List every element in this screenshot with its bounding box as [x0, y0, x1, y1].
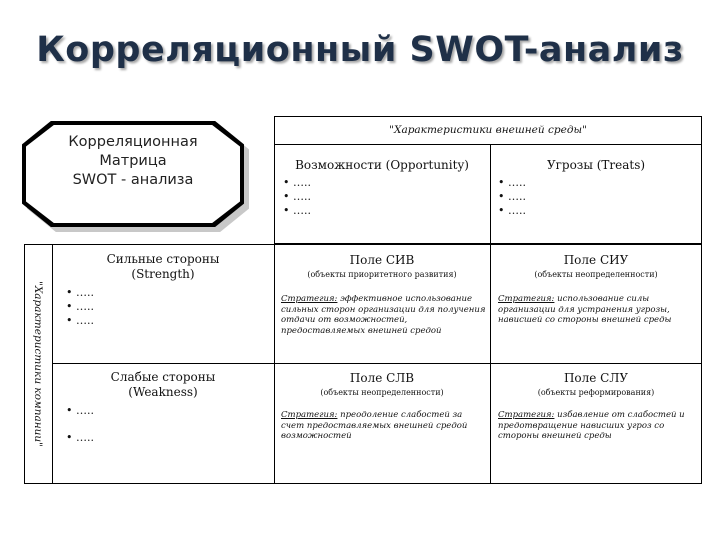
external-header-divider	[274, 144, 702, 145]
internal-header-text: "Характеристики компании"	[32, 280, 44, 448]
strategy-text: эффективное использование сильных сторон организации для получения отдачи от возможностей, предоставляемых внешней средой	[281, 294, 486, 336]
weaknesses-title-line: Слабые стороны	[110, 370, 216, 384]
weaknesses-title-line: (Weakness)	[128, 385, 198, 399]
opportunities-title: Возможности (Opportunity)	[295, 158, 469, 172]
strength-bullet: • …..	[66, 286, 94, 299]
matrix-label-line: SWOT - анализа	[72, 172, 194, 188]
threat-bullet: • …..	[498, 176, 526, 189]
field-slu-title: Поле СЛУ	[563, 371, 629, 385]
field-siv-title: Поле СИВ	[349, 253, 415, 267]
weakness-bullet: • …..	[66, 404, 94, 417]
field-slu-subtitle: (объекты реформирования)	[537, 388, 655, 397]
matrix-label	[26, 133, 240, 190]
field-slv-strategy	[281, 410, 486, 442]
matrix-label-line: Матрица	[99, 153, 167, 169]
strategy-text: избавление от слабостей и предотвращение нависших угроз со стороны внешней среды	[498, 410, 685, 441]
field-siv-subtitle: (объекты приоритетного развития)	[307, 270, 457, 279]
strength-bullet: • …..	[66, 314, 94, 327]
opportunity-bullet: • …..	[283, 190, 311, 203]
threat-bullet: • …..	[498, 204, 526, 217]
internal-header	[24, 244, 52, 484]
weaknesses-title	[52, 370, 274, 400]
strategy-text: преодоление слабостей за счет предоставляемых внешней средой возможностей	[281, 410, 468, 441]
strength-bullet: • …..	[66, 300, 94, 313]
strengths-title-line: (Strength)	[131, 267, 195, 281]
weakness-bullet: • …..	[66, 431, 94, 444]
field-slu-strategy	[498, 410, 698, 442]
strengths-title-line: Сильные стороны	[106, 252, 220, 266]
strengths-title	[52, 252, 274, 282]
page-title: Корреляционный SWOT-анализ	[36, 30, 684, 70]
strength-weakness-divider	[52, 363, 702, 364]
field-slv-subtitle: (объекты неопределенности)	[320, 388, 444, 397]
external-header: "Характеристики внешней среды"	[389, 124, 587, 136]
strategy-label: Стратегия:	[498, 410, 555, 420]
characteristics-divider	[274, 244, 275, 484]
field-siv-strategy	[281, 294, 486, 336]
opportunity-bullet: • …..	[283, 204, 311, 217]
field-slv-title: Поле СЛВ	[349, 371, 415, 385]
field-siu-strategy	[498, 294, 698, 326]
threats-title: Угрозы (Treats)	[546, 158, 646, 172]
matrix-label-line: Корреляционная	[68, 134, 198, 150]
strategy-label: Стратегия:	[498, 294, 555, 304]
opportunity-bullet: • …..	[283, 176, 311, 189]
strategy-label: Стратегия:	[281, 410, 338, 420]
strategy-label: Стратегия:	[281, 294, 338, 304]
strategy-text: использование силы организации для устранения угрозы, нависшей со стороны внешней среды	[498, 294, 672, 325]
threat-bullet: • …..	[498, 190, 526, 203]
field-siu-title: Поле СИУ	[563, 253, 629, 267]
field-siu-subtitle: (объекты неопределенности)	[534, 270, 658, 279]
